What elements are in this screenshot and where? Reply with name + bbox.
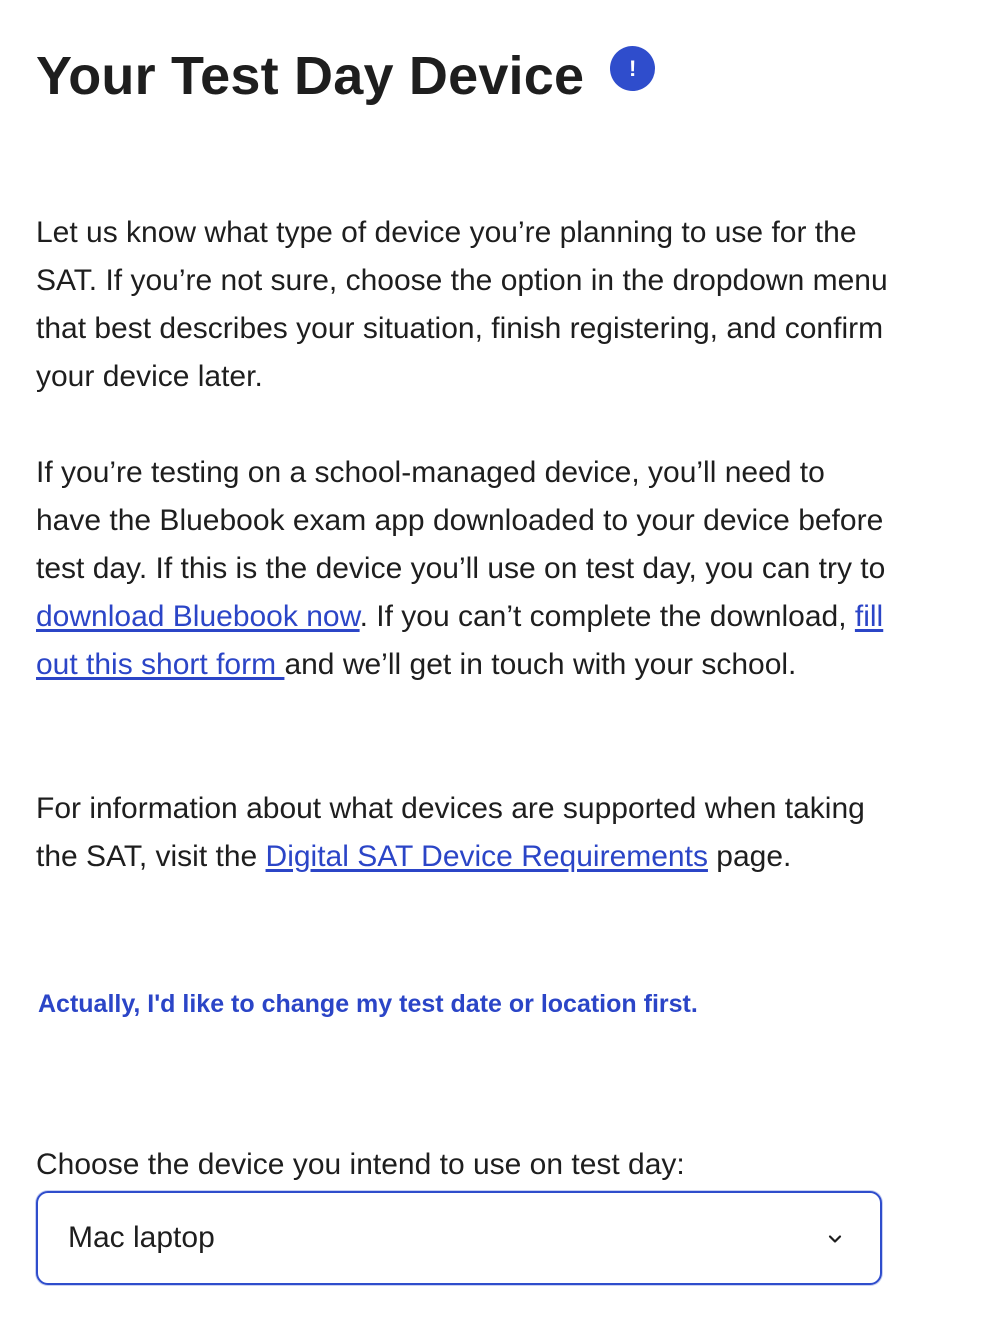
device-select-value: Mac laptop (68, 1221, 215, 1254)
school-device-text-middle: . If you can’t complete the download, (359, 600, 855, 633)
chevron-down-icon (828, 1232, 842, 1246)
intro-paragraph: Let us know what type of device you’re planning to use for the SAT. If you’re not sure, choose the option in the dropdown menu that best describes your situation, finish registering, and confirm your device later. (36, 216, 888, 393)
requirements-text-end: page. (707, 840, 792, 873)
school-device-text-end: and we’ll get in touch with your school. (284, 648, 797, 681)
title-row (36, 38, 655, 114)
device-select-label: Choose the device you intend to use on test day: (36, 1148, 685, 1181)
info-icon[interactable]: ! (610, 46, 655, 91)
device-select[interactable] (36, 1191, 882, 1285)
requirements-text: For information about what devices are supported when taking the SAT, visit the (36, 792, 865, 873)
school-device-paragraph (36, 449, 896, 689)
page-title: Your Test Day Device (36, 46, 585, 106)
device-requirements-link[interactable]: Digital SAT Device Requirements (265, 840, 708, 873)
short-form-link[interactable]: fill out this short form (36, 600, 884, 681)
requirements-paragraph (36, 785, 896, 881)
download-bluebook-link[interactable]: download Bluebook now (36, 600, 360, 633)
school-device-text: If you’re testing on a school-managed device, you’ll need to have the Bluebook exam app downloaded to your device before test day. If this is the device you’ll use on test day, you can try to (36, 456, 886, 585)
change-date-location-link[interactable]: Actually, I'd like to change my test date or location first. (38, 990, 698, 1018)
